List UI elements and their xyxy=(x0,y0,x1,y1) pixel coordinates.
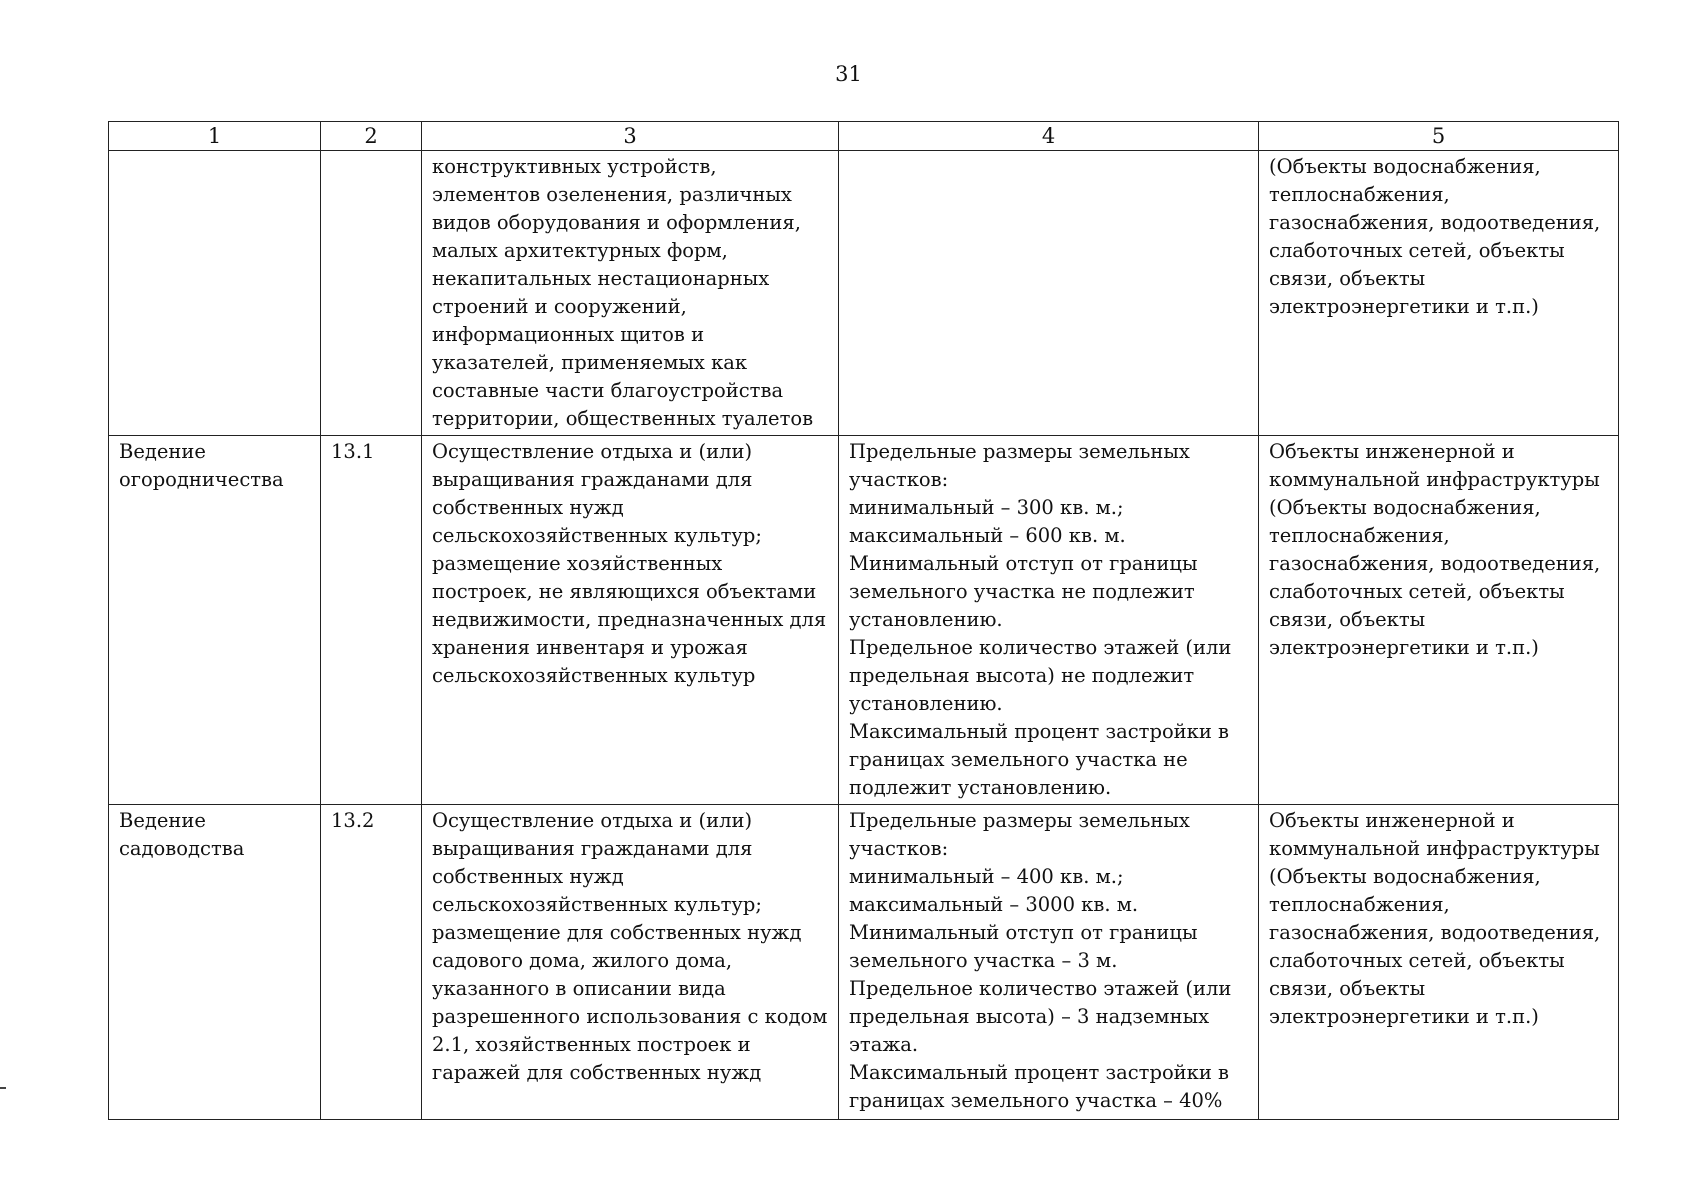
column-header-2: 2 xyxy=(321,122,422,151)
table-row xyxy=(109,805,1619,1120)
auxiliary-uses-cell: Объекты инженерной и коммунальной инфраструктуры (Объекты водоснабжения, теплоснабжения, газоснабжения, водоотведения, слаботочных сетей, объекты связи, объекты электроэнергетики и т.п.) xyxy=(1259,436,1619,805)
use-description-cell: конструктивных устройств, элементов озеленения, различных видов оборудования и оформления, малых архитектурных форм, некапитальных нестационарных строений и сооружений, информационных щитов и указателей, применяемых как составные части благоустройства территории, общественных туалетов xyxy=(422,151,839,436)
table-header-row xyxy=(109,122,1619,151)
table-row xyxy=(109,436,1619,805)
column-header-3: 3 xyxy=(422,122,839,151)
land-use-table xyxy=(108,121,1619,1120)
auxiliary-uses-cell: Объекты инженерной и коммунальной инфраструктуры (Объекты водоснабжения, теплоснабжения, газоснабжения, водоотведения, слаботочных сетей, объекты связи, объекты электроэнергетики и т.п.) xyxy=(1259,805,1619,1120)
use-code-cell: 13.1 xyxy=(321,436,422,805)
column-header-1: 1 xyxy=(109,122,321,151)
auxiliary-uses-cell: (Объекты водоснабжения, теплоснабжения, газоснабжения, водоотведения, слаботочных сетей, объекты связи, объекты электроэнергетики и т.п.) xyxy=(1259,151,1619,436)
use-name-cell: Ведение садоводства xyxy=(109,805,321,1120)
use-name-cell: Ведение огородничества xyxy=(109,436,321,805)
use-code-cell xyxy=(321,151,422,436)
table-row xyxy=(109,151,1619,436)
column-header-4: 4 xyxy=(839,122,1259,151)
use-name-cell xyxy=(109,151,321,436)
use-description-cell: Осуществление отдыха и (или) выращивания гражданами для собственных нужд сельскохозяйственных культур; размещение хозяйственных построек, не являющихся объектами недвижимости, предназначенных для хранения инвентаря и урожая сельскохозяйственных культур xyxy=(422,436,839,805)
use-parameters-cell xyxy=(839,151,1259,436)
use-code-cell: 13.2 xyxy=(321,805,422,1120)
use-parameters-cell: Предельные размеры земельных участков: минимальный – 300 кв. м.; максимальный – 600 кв. м. Минимальный отступ от границы земельного участка не подлежит установлению. Предельное количество этажей (или предельная высота) не подлежит установлению. Максимальный процент застройки в границах земельного участка не подлежит установлению. xyxy=(839,436,1259,805)
use-description-cell: Осуществление отдыха и (или) выращивания гражданами для собственных нужд сельскохозяйственных культур; размещение для собственных нужд садового дома, жилого дома, указанного в описании вида разрешенного использования с кодом 2.1, хозяйственных построек и гаражей для собственных нужд xyxy=(422,805,839,1120)
use-parameters-cell: Предельные размеры земельных участков: минимальный – 400 кв. м.; максимальный – 3000 кв. м. Минимальный отступ от границы земельного участка – 3 м. Предельное количество этажей (или предельная высота) – 3 надземных этажа. Максимальный процент застройки в границах земельного участка – 40% xyxy=(839,805,1259,1120)
page-number: 31 xyxy=(835,62,862,86)
scan-edge-mark xyxy=(0,1087,6,1089)
column-header-5: 5 xyxy=(1259,122,1619,151)
